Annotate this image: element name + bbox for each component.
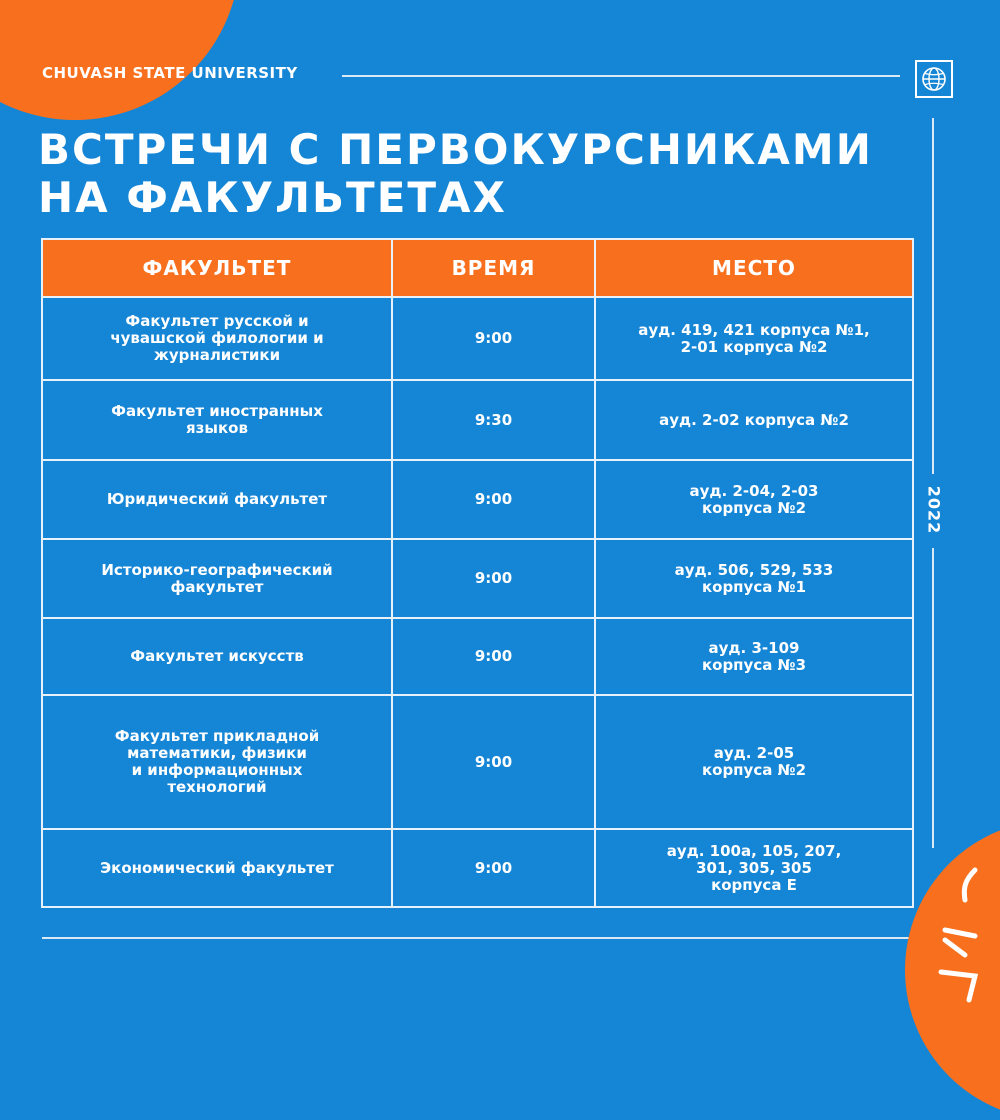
table-row <box>42 539 913 618</box>
place-cell <box>595 539 913 618</box>
university-brand: CHUVASH STATE UNIVERSITY <box>42 64 298 82</box>
faculty-text: Факультет прикладной <box>114 727 320 745</box>
faculty-cell <box>42 539 392 618</box>
right-side-divider-lower <box>932 548 934 848</box>
table-row <box>42 380 913 460</box>
place-text: ауд. 2-05 <box>713 744 795 762</box>
page-title <box>38 126 873 222</box>
faculty-text: Историко-географический <box>101 560 333 579</box>
faculty-text: журналистики <box>153 346 281 364</box>
faculty-text: и информационных <box>131 761 303 779</box>
footer-divider <box>42 937 920 939</box>
place-cell <box>595 380 913 460</box>
title-line-2: НА ФАКУЛЬТЕТАХ <box>38 173 507 222</box>
place-text: ауд. 506, 529, 533 <box>674 560 834 579</box>
place-text: ауд. 419, 421 корпуса №1, <box>638 320 870 339</box>
faculty-text: Факультет иностранных <box>111 402 323 420</box>
table-row <box>42 618 913 695</box>
place-cell <box>595 829 913 907</box>
schedule-table <box>41 238 914 908</box>
orange-circle-decoration-top-left <box>0 0 240 120</box>
place-text: ауд. 3-109 <box>708 638 800 657</box>
time-cell: 9:00 <box>392 829 595 907</box>
faculty-text: математики, физики <box>127 744 307 762</box>
faculty-cell <box>42 380 392 460</box>
place-text: ауд. 2-02 корпуса №2 <box>659 410 849 429</box>
header-divider <box>342 75 900 77</box>
table-row <box>42 460 913 539</box>
place-text: корпуса Е <box>711 875 797 894</box>
time-cell: 9:00 <box>392 695 595 829</box>
place-text: корпуса №3 <box>701 655 807 674</box>
place-cell <box>595 618 913 695</box>
table-header-row <box>42 239 913 297</box>
header-place: МЕСТО <box>595 239 913 297</box>
time-cell: 9:00 <box>392 618 595 695</box>
faculty-cell <box>42 460 392 539</box>
faculty-cell <box>42 695 392 829</box>
faculty-cell <box>42 829 392 907</box>
time-cell: 9:00 <box>392 539 595 618</box>
faculty-text: факультет <box>170 577 264 596</box>
faculty-text: чувашской филологии и <box>110 329 324 347</box>
place-text: корпуса №2 <box>701 498 807 517</box>
faculty-text: технологий <box>167 778 267 796</box>
faculty-cell <box>42 297 392 380</box>
place-text: корпуса №2 <box>701 761 807 779</box>
table-row <box>42 829 913 907</box>
faculty-text: Экономический факультет <box>100 858 334 877</box>
place-text: 301, 305, 305 <box>696 858 812 877</box>
table-row <box>42 297 913 380</box>
time-cell: 9:00 <box>392 297 595 380</box>
place-text: 2-01 корпуса №2 <box>680 337 828 356</box>
faculty-text: языков <box>186 419 248 437</box>
globe-icon <box>921 66 947 92</box>
decorative-arc-lettering <box>935 860 1000 1010</box>
year-label: 2022 <box>924 485 944 535</box>
place-text: ауд. 2-04, 2-03 <box>689 481 819 500</box>
place-cell <box>595 460 913 539</box>
place-text: корпуса №1 <box>701 577 807 596</box>
time-cell: 9:00 <box>392 460 595 539</box>
title-line-1: ВСТРЕЧИ С ПЕРВОКУРСНИКАМИ <box>38 125 873 174</box>
table-row <box>42 695 913 829</box>
place-cell <box>595 297 913 380</box>
faculty-text: Факультет искусств <box>130 647 304 665</box>
right-side-divider <box>932 118 934 474</box>
faculty-cell <box>42 618 392 695</box>
place-text: ауд. 100а, 105, 207, <box>666 841 842 860</box>
university-logo <box>915 60 953 98</box>
faculty-text: Юридический факультет <box>106 490 328 508</box>
header-time: ВРЕМЯ <box>392 239 595 297</box>
header-faculty: ФАКУЛЬТЕТ <box>42 239 392 297</box>
place-cell <box>595 695 913 829</box>
time-cell: 9:30 <box>392 380 595 460</box>
faculty-text: Факультет русской и <box>125 312 309 330</box>
